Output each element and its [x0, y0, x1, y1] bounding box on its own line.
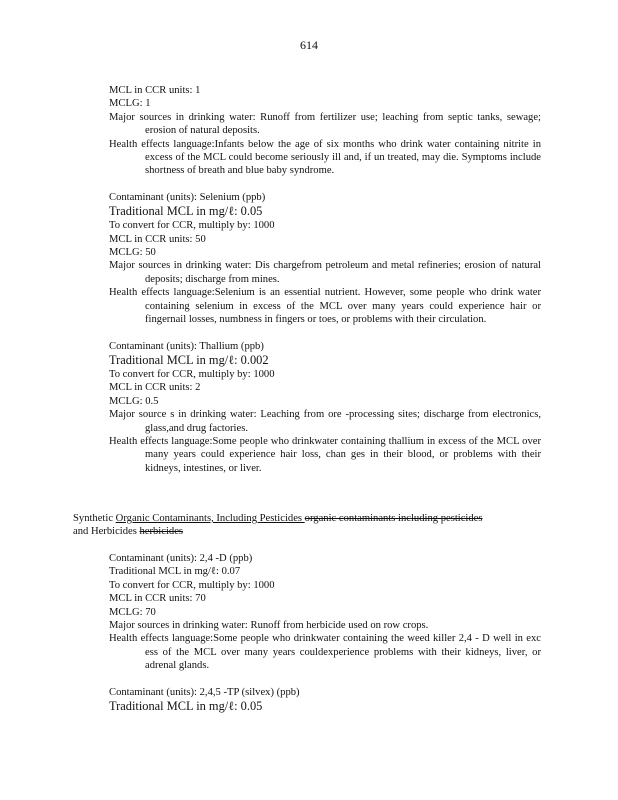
mcl-ccr-units: MCL in CCR units: 1	[109, 85, 201, 96]
contaminant-selenium: Contaminant (units): Selenium (ppb)	[109, 191, 266, 203]
traditional-mcl-thallium: Traditional MCL in mg/ℓ: 0.002	[109, 352, 269, 367]
major-sources: Major sources in drinking water: Runoff from fertilizer use; leaching from septic tanks, sewage; erosion of natural deposits.	[109, 111, 541, 137]
mcl-ccr-thallium: MCL in CCR units: 2	[109, 382, 201, 394]
document-body-bottom	[109, 552, 541, 714]
mclg-selenium: MCLG: 50	[109, 247, 156, 259]
sources-selenium: Major sources in drinking water: Dis chargefrom petroleum and metal refineries; erosion of natural deposits; discharge from mines.	[109, 260, 541, 285]
contaminant-thallium: Contaminant (units): Thallium (ppb)	[109, 340, 264, 352]
section-heading	[73, 512, 543, 539]
traditional-mcl-silvex: Traditional MCL in mg/ℓ: 0.05	[109, 699, 263, 714]
page-number: 614	[300, 38, 318, 52]
health-thallium: Health effects language:Some people who drinkwater containing thallium in excess of the MCL over many years could experience hair loss, chan ges in their blood, or problems with their kidneys, intestines, or liver.	[109, 435, 541, 474]
sources-thallium: Major source s in drinking water: Leaching from ore -processing sites; discharge from electronics, glass,and drug factories.	[109, 409, 541, 434]
mcl-ccr-24d: MCL in CCR units: 70	[109, 593, 206, 605]
section-heading-part1: Synthetic	[73, 513, 116, 524]
contaminant-silvex: Contaminant (units): 2,4,5 -TP (silvex) (ppb)	[109, 686, 300, 698]
traditional-mcl-24d: Traditional MCL in mg/ℓ: 0.07	[109, 566, 241, 578]
section-heading-line1	[73, 512, 543, 525]
mcl-ccr-selenium: MCL in CCR units: 50	[109, 233, 206, 245]
section-heading-struck: organic contaminants including pesticides	[304, 513, 483, 524]
health-selenium: Health effects language:Selenium is an essential nutrient. However, some people who drink water containing selenium in excess of the MCL over many years could experience hair or fingernail losses, numbness in fingers or toes, or problems with their circulation.	[109, 287, 541, 326]
section-heading-struck2: herbicides	[139, 526, 184, 538]
section-heading-part2: and Herbicides	[73, 526, 140, 538]
section-heading-underlined: Organic Contaminants, Including Pesticides	[115, 513, 305, 524]
mclg: MCLG: 1	[109, 98, 151, 110]
traditional-mcl-selenium: Traditional MCL in mg/ℓ: 0.05	[109, 204, 263, 219]
document-body-top	[109, 84, 541, 475]
mclg-thallium: MCLG: 0.5	[109, 395, 159, 407]
convert-24d: To convert for CCR, multiply by: 1000	[109, 579, 275, 591]
health-effects: Health effects language:Infants below the age of six months who drink water containing nitrite in excess of the MCL could become seriously ill and, if un treated, may die. Symptoms include shortness of breath and blue baby syndrome.	[109, 138, 541, 177]
convert-selenium: To convert for CCR, multiply by: 1000	[109, 220, 275, 232]
mclg-24d: MCLG: 70	[109, 606, 156, 618]
section-heading-line2	[73, 525, 543, 538]
contaminant-24d: Contaminant (units): 2,4 -D (ppb)	[109, 553, 253, 564]
health-24d: Health effects language:Some people who drinkwater containing the weed killer 2,4 - D well in exc ess of the MCL over many years couldexperience problems with their kidneys, liver, or adrenal glands.	[109, 633, 541, 672]
sources-24d: Major sources in drinking water: Runoff from herbicide used on row crops.	[109, 620, 429, 632]
convert-thallium: To convert for CCR, multiply by: 1000	[109, 368, 275, 380]
